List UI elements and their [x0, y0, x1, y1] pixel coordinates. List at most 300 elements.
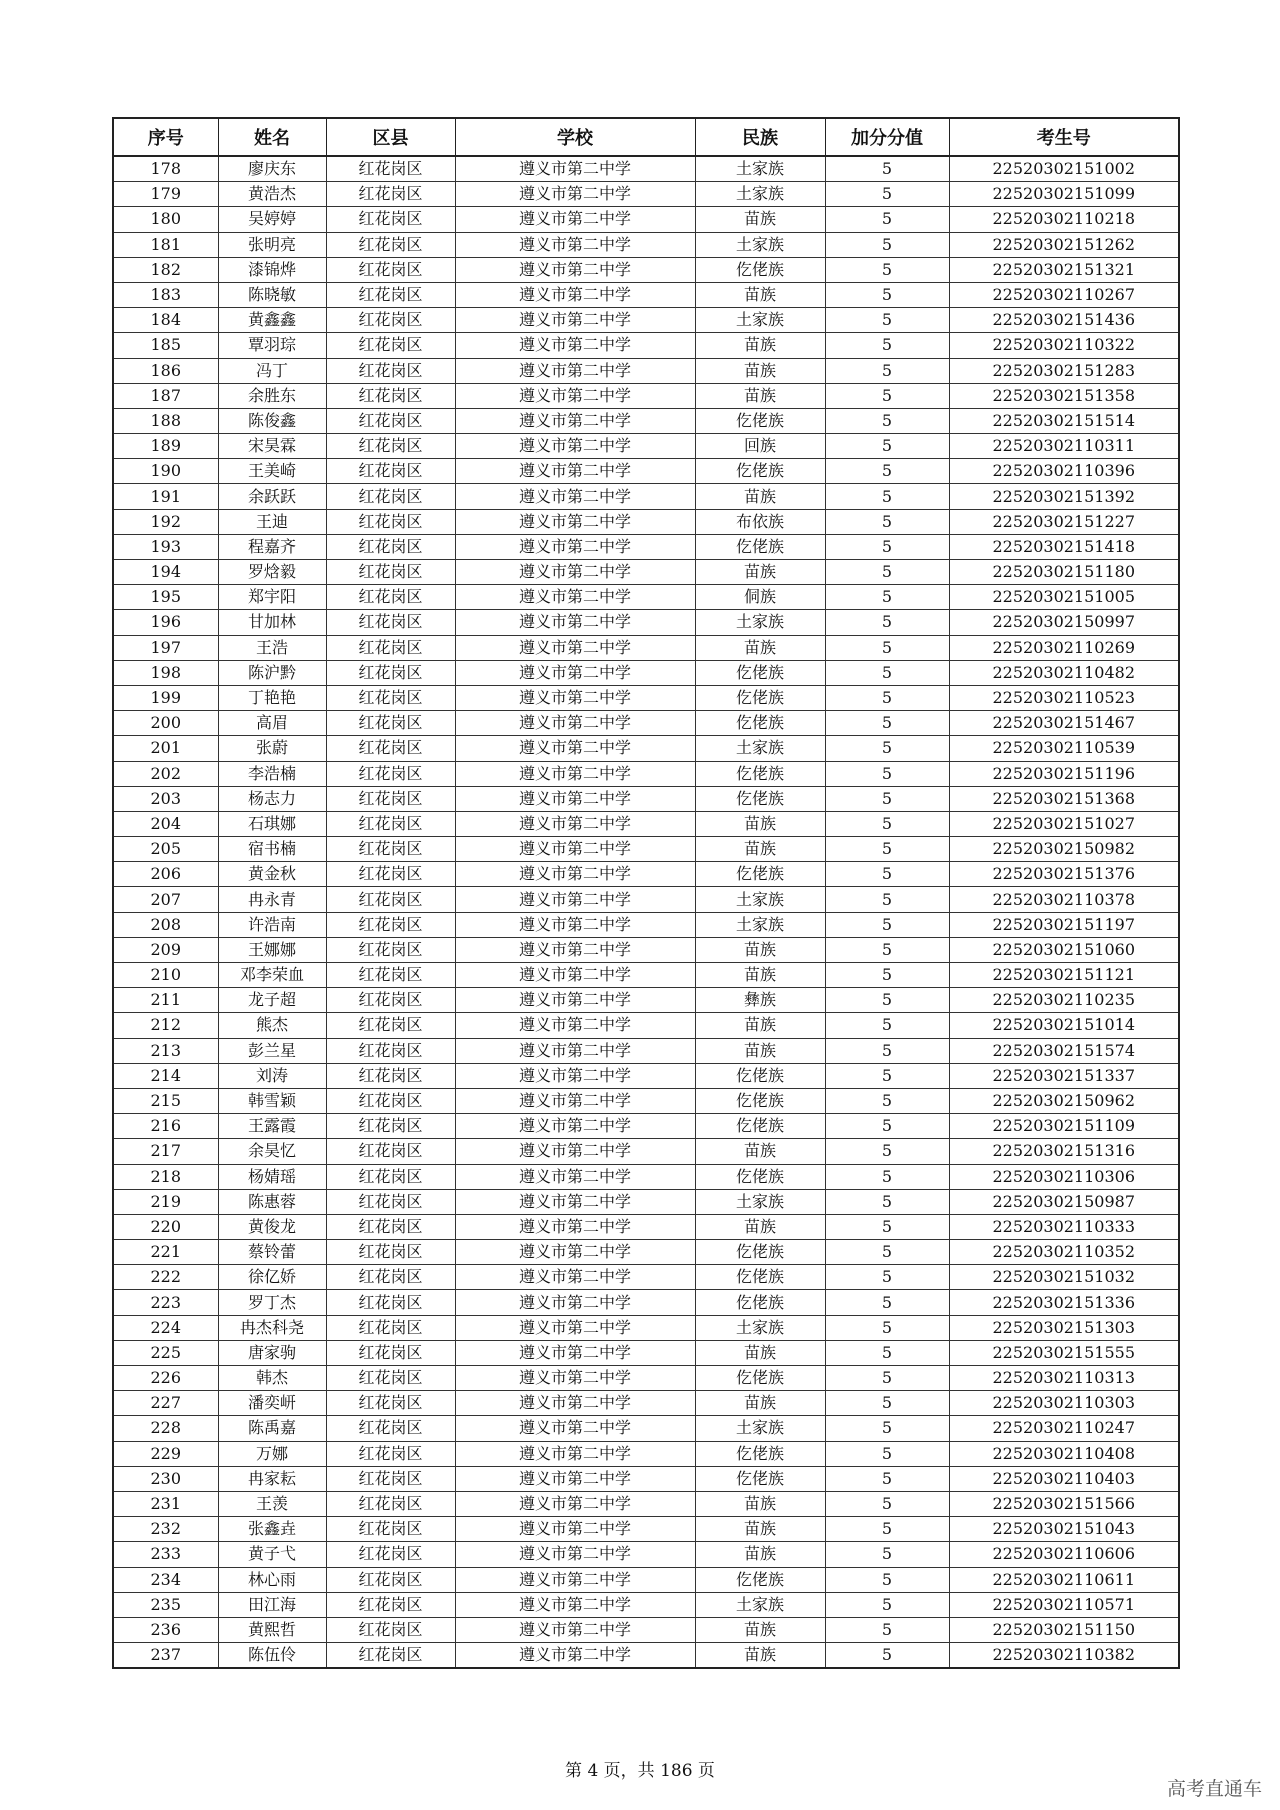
cell-bonus: 5	[825, 635, 949, 660]
cell-school: 遵义市第二中学	[455, 1366, 695, 1391]
cell-school: 遵义市第二中学	[455, 1139, 695, 1164]
cell-district: 红花岗区	[326, 1189, 455, 1214]
table-row	[113, 358, 1179, 383]
cell-name: 张明亮	[218, 232, 326, 257]
cell-school: 遵义市第二中学	[455, 837, 695, 862]
cell-index: 223	[113, 1290, 218, 1315]
cell-name: 黄金秋	[218, 862, 326, 887]
table-row	[113, 786, 1179, 811]
cell-bonus: 5	[825, 912, 949, 937]
table-row	[113, 534, 1179, 559]
cell-index: 236	[113, 1617, 218, 1642]
cell-ethnicity: 土家族	[695, 912, 825, 937]
cell-school: 遵义市第二中学	[455, 912, 695, 937]
header-school: 学校	[455, 118, 695, 156]
cell-index: 200	[113, 711, 218, 736]
cell-exam-id: 22520302150987	[949, 1189, 1179, 1214]
table-row	[113, 1441, 1179, 1466]
cell-district: 红花岗区	[326, 635, 455, 660]
cell-school: 遵义市第二中学	[455, 1416, 695, 1441]
cell-bonus: 5	[825, 156, 949, 182]
cell-exam-id: 22520302151283	[949, 358, 1179, 383]
cell-name: 王迪	[218, 509, 326, 534]
table-row	[113, 1542, 1179, 1567]
cell-name: 王羡	[218, 1491, 326, 1516]
cell-index: 196	[113, 610, 218, 635]
cell-school: 遵义市第二中学	[455, 862, 695, 887]
cell-bonus: 5	[825, 1063, 949, 1088]
cell-ethnicity: 土家族	[695, 887, 825, 912]
cell-district: 红花岗区	[326, 282, 455, 307]
table-row	[113, 610, 1179, 635]
cell-exam-id: 22520302110235	[949, 988, 1179, 1013]
cell-name: 陈俊鑫	[218, 408, 326, 433]
cell-ethnicity: 仡佬族	[695, 1114, 825, 1139]
cell-name: 丁艳艳	[218, 685, 326, 710]
cell-bonus: 5	[825, 1290, 949, 1315]
cell-bonus: 5	[825, 1567, 949, 1592]
cell-district: 红花岗区	[326, 333, 455, 358]
cell-district: 红花岗区	[326, 887, 455, 912]
cell-school: 遵义市第二中学	[455, 1441, 695, 1466]
cell-bonus: 5	[825, 207, 949, 232]
table-row	[113, 1114, 1179, 1139]
cell-school: 遵义市第二中学	[455, 1038, 695, 1063]
table-row	[113, 1214, 1179, 1239]
table-row	[113, 585, 1179, 610]
cell-district: 红花岗区	[326, 685, 455, 710]
cell-ethnicity: 仡佬族	[695, 862, 825, 887]
cell-bonus: 5	[825, 685, 949, 710]
cell-school: 遵义市第二中学	[455, 1290, 695, 1315]
cell-index: 232	[113, 1517, 218, 1542]
cell-ethnicity: 土家族	[695, 610, 825, 635]
cell-bonus: 5	[825, 358, 949, 383]
cell-school: 遵义市第二中学	[455, 156, 695, 182]
cell-district: 红花岗区	[326, 1139, 455, 1164]
cell-bonus: 5	[825, 333, 949, 358]
cell-index: 181	[113, 232, 218, 257]
cell-exam-id: 22520302110403	[949, 1466, 1179, 1491]
cell-school: 遵义市第二中学	[455, 1517, 695, 1542]
cell-ethnicity: 苗族	[695, 358, 825, 383]
cell-exam-id: 22520302110408	[949, 1441, 1179, 1466]
cell-ethnicity: 苗族	[695, 837, 825, 862]
cell-index: 194	[113, 560, 218, 585]
cell-name: 王浩	[218, 635, 326, 660]
cell-ethnicity: 苗族	[695, 560, 825, 585]
cell-school: 遵义市第二中学	[455, 383, 695, 408]
cell-ethnicity: 土家族	[695, 232, 825, 257]
cell-exam-id: 22520302151368	[949, 786, 1179, 811]
cell-name: 熊杰	[218, 1013, 326, 1038]
cell-name: 李浩楠	[218, 761, 326, 786]
table-row	[113, 711, 1179, 736]
cell-bonus: 5	[825, 1441, 949, 1466]
cell-exam-id: 22520302151109	[949, 1114, 1179, 1139]
cell-bonus: 5	[825, 988, 949, 1013]
cell-school: 遵义市第二中学	[455, 1643, 695, 1669]
cell-index: 224	[113, 1315, 218, 1340]
cell-district: 红花岗区	[326, 232, 455, 257]
cell-ethnicity: 仡佬族	[695, 408, 825, 433]
cell-school: 遵义市第二中学	[455, 610, 695, 635]
cell-school: 遵义市第二中学	[455, 1542, 695, 1567]
cell-index: 216	[113, 1114, 218, 1139]
cell-school: 遵义市第二中学	[455, 257, 695, 282]
cell-school: 遵义市第二中学	[455, 207, 695, 232]
cell-district: 红花岗区	[326, 610, 455, 635]
cell-ethnicity: 苗族	[695, 383, 825, 408]
cell-name: 陈惠蓉	[218, 1189, 326, 1214]
cell-school: 遵义市第二中学	[455, 459, 695, 484]
table-row	[113, 484, 1179, 509]
cell-district: 红花岗区	[326, 383, 455, 408]
cell-bonus: 5	[825, 308, 949, 333]
cell-index: 231	[113, 1491, 218, 1516]
cell-name: 漆锦烨	[218, 257, 326, 282]
table-row	[113, 182, 1179, 207]
cell-bonus: 5	[825, 1139, 949, 1164]
cell-index: 187	[113, 383, 218, 408]
cell-name: 高眉	[218, 711, 326, 736]
cell-exam-id: 22520302110218	[949, 207, 1179, 232]
cell-bonus: 5	[825, 1491, 949, 1516]
table-row	[113, 761, 1179, 786]
cell-school: 遵义市第二中学	[455, 660, 695, 685]
cell-district: 红花岗区	[326, 459, 455, 484]
cell-school: 遵义市第二中学	[455, 1391, 695, 1416]
cell-index: 218	[113, 1164, 218, 1189]
table-row	[113, 1366, 1179, 1391]
table-row	[113, 1013, 1179, 1038]
cell-name: 蔡铃蕾	[218, 1240, 326, 1265]
cell-bonus: 5	[825, 786, 949, 811]
cell-bonus: 5	[825, 963, 949, 988]
cell-bonus: 5	[825, 862, 949, 887]
cell-district: 红花岗区	[326, 1013, 455, 1038]
cell-school: 遵义市第二中学	[455, 937, 695, 962]
cell-bonus: 5	[825, 761, 949, 786]
cell-exam-id: 22520302151180	[949, 560, 1179, 585]
cell-school: 遵义市第二中学	[455, 1189, 695, 1214]
cell-exam-id: 22520302151099	[949, 182, 1179, 207]
cell-school: 遵义市第二中学	[455, 786, 695, 811]
cell-name: 冯丁	[218, 358, 326, 383]
cell-bonus: 5	[825, 1416, 949, 1441]
header-ethnicity: 民族	[695, 118, 825, 156]
cell-exam-id: 22520302110333	[949, 1214, 1179, 1239]
cell-index: 184	[113, 308, 218, 333]
cell-index: 217	[113, 1139, 218, 1164]
cell-name: 杨志力	[218, 786, 326, 811]
cell-name: 余胜东	[218, 383, 326, 408]
cell-bonus: 5	[825, 1366, 949, 1391]
cell-bonus: 5	[825, 408, 949, 433]
cell-school: 遵义市第二中学	[455, 1114, 695, 1139]
cell-ethnicity: 土家族	[695, 182, 825, 207]
cell-district: 红花岗区	[326, 711, 455, 736]
cell-name: 冉家耘	[218, 1466, 326, 1491]
cell-ethnicity: 仡佬族	[695, 1366, 825, 1391]
cell-name: 陈禹嘉	[218, 1416, 326, 1441]
cell-index: 204	[113, 811, 218, 836]
cell-ethnicity: 苗族	[695, 1214, 825, 1239]
cell-exam-id: 22520302110313	[949, 1366, 1179, 1391]
cell-name: 潘奕岍	[218, 1391, 326, 1416]
cell-ethnicity: 仡佬族	[695, 1088, 825, 1113]
cell-school: 遵义市第二中学	[455, 736, 695, 761]
cell-bonus: 5	[825, 1643, 949, 1669]
cell-district: 红花岗区	[326, 786, 455, 811]
cell-ethnicity: 回族	[695, 434, 825, 459]
cell-bonus: 5	[825, 1240, 949, 1265]
cell-district: 红花岗区	[326, 358, 455, 383]
table-row	[113, 1189, 1179, 1214]
cell-school: 遵义市第二中学	[455, 1013, 695, 1038]
cell-district: 红花岗区	[326, 257, 455, 282]
cell-district: 红花岗区	[326, 156, 455, 182]
cell-exam-id: 22520302110267	[949, 282, 1179, 307]
cell-index: 207	[113, 887, 218, 912]
cell-exam-id: 22520302110539	[949, 736, 1179, 761]
cell-district: 红花岗区	[326, 308, 455, 333]
cell-exam-id: 22520302151014	[949, 1013, 1179, 1038]
cell-school: 遵义市第二中学	[455, 1592, 695, 1617]
cell-district: 红花岗区	[326, 1088, 455, 1113]
cell-school: 遵义市第二中学	[455, 484, 695, 509]
cell-index: 233	[113, 1542, 218, 1567]
cell-exam-id: 22520302151043	[949, 1517, 1179, 1542]
cell-name: 田江海	[218, 1592, 326, 1617]
table-row	[113, 1517, 1179, 1542]
table-row	[113, 811, 1179, 836]
table-row	[113, 1164, 1179, 1189]
cell-exam-id: 22520302151436	[949, 308, 1179, 333]
cell-name: 黄子弋	[218, 1542, 326, 1567]
cell-school: 遵义市第二中学	[455, 1567, 695, 1592]
header-exam-id: 考生号	[949, 118, 1179, 156]
cell-school: 遵义市第二中学	[455, 1063, 695, 1088]
cell-name: 王美崎	[218, 459, 326, 484]
cell-bonus: 5	[825, 484, 949, 509]
cell-ethnicity: 彝族	[695, 988, 825, 1013]
header-index: 序号	[113, 118, 218, 156]
cell-name: 张蔚	[218, 736, 326, 761]
table-row	[113, 1340, 1179, 1365]
table-row	[113, 736, 1179, 761]
table-row	[113, 1567, 1179, 1592]
cell-ethnicity: 仡佬族	[695, 1290, 825, 1315]
cell-district: 红花岗区	[326, 408, 455, 433]
cell-school: 遵义市第二中学	[455, 887, 695, 912]
table-row	[113, 434, 1179, 459]
cell-exam-id: 22520302151150	[949, 1617, 1179, 1642]
cell-index: 202	[113, 761, 218, 786]
cell-ethnicity: 仡佬族	[695, 1265, 825, 1290]
cell-exam-id: 22520302151514	[949, 408, 1179, 433]
cell-index: 212	[113, 1013, 218, 1038]
cell-school: 遵义市第二中学	[455, 232, 695, 257]
table-row	[113, 862, 1179, 887]
cell-ethnicity: 苗族	[695, 1617, 825, 1642]
cell-ethnicity: 土家族	[695, 1315, 825, 1340]
cell-name: 程嘉齐	[218, 534, 326, 559]
cell-bonus: 5	[825, 1114, 949, 1139]
cell-index: 234	[113, 1567, 218, 1592]
cell-exam-id: 22520302110247	[949, 1416, 1179, 1441]
cell-index: 179	[113, 182, 218, 207]
cell-school: 遵义市第二中学	[455, 1491, 695, 1516]
cell-school: 遵义市第二中学	[455, 358, 695, 383]
cell-bonus: 5	[825, 937, 949, 962]
cell-bonus: 5	[825, 1592, 949, 1617]
cell-exam-id: 22520302110322	[949, 333, 1179, 358]
cell-district: 红花岗区	[326, 988, 455, 1013]
cell-index: 226	[113, 1366, 218, 1391]
cell-name: 廖庆东	[218, 156, 326, 182]
table-row	[113, 837, 1179, 862]
cell-bonus: 5	[825, 1189, 949, 1214]
cell-index: 185	[113, 333, 218, 358]
cell-ethnicity: 土家族	[695, 308, 825, 333]
cell-index: 219	[113, 1189, 218, 1214]
table-row	[113, 685, 1179, 710]
cell-district: 红花岗区	[326, 1491, 455, 1516]
cell-index: 199	[113, 685, 218, 710]
cell-exam-id: 22520302110382	[949, 1643, 1179, 1669]
table-row	[113, 912, 1179, 937]
table-row	[113, 257, 1179, 282]
cell-index: 178	[113, 156, 218, 182]
cell-bonus: 5	[825, 1617, 949, 1642]
cell-district: 红花岗区	[326, 182, 455, 207]
cell-name: 韩杰	[218, 1366, 326, 1391]
cell-index: 206	[113, 862, 218, 887]
cell-district: 红花岗区	[326, 585, 455, 610]
cell-school: 遵义市第二中学	[455, 1315, 695, 1340]
cell-school: 遵义市第二中学	[455, 1617, 695, 1642]
cell-exam-id: 22520302110482	[949, 660, 1179, 685]
table-row	[113, 963, 1179, 988]
cell-exam-id: 22520302151005	[949, 585, 1179, 610]
cell-district: 红花岗区	[326, 1517, 455, 1542]
cell-bonus: 5	[825, 1013, 949, 1038]
cell-ethnicity: 仡佬族	[695, 534, 825, 559]
cell-index: 180	[113, 207, 218, 232]
cell-school: 遵义市第二中学	[455, 711, 695, 736]
cell-index: 230	[113, 1466, 218, 1491]
cell-district: 红花岗区	[326, 207, 455, 232]
cell-ethnicity: 仡佬族	[695, 1164, 825, 1189]
cell-school: 遵义市第二中学	[455, 308, 695, 333]
cell-bonus: 5	[825, 534, 949, 559]
cell-name: 龙子超	[218, 988, 326, 1013]
cell-index: 183	[113, 282, 218, 307]
cell-index: 208	[113, 912, 218, 937]
cell-school: 遵义市第二中学	[455, 1088, 695, 1113]
cell-bonus: 5	[825, 711, 949, 736]
cell-index: 182	[113, 257, 218, 282]
cell-name: 许浩南	[218, 912, 326, 937]
cell-bonus: 5	[825, 459, 949, 484]
table-row	[113, 232, 1179, 257]
cell-school: 遵义市第二中学	[455, 1240, 695, 1265]
cell-bonus: 5	[825, 434, 949, 459]
cell-name: 罗焓毅	[218, 560, 326, 585]
cell-exam-id: 22520302110311	[949, 434, 1179, 459]
table-row	[113, 937, 1179, 962]
cell-bonus: 5	[825, 383, 949, 408]
cell-bonus: 5	[825, 1265, 949, 1290]
cell-school: 遵义市第二中学	[455, 1340, 695, 1365]
cell-ethnicity: 苗族	[695, 1491, 825, 1516]
table-row	[113, 1063, 1179, 1088]
cell-index: 235	[113, 1592, 218, 1617]
cell-district: 红花岗区	[326, 1164, 455, 1189]
cell-district: 红花岗区	[326, 1617, 455, 1642]
cell-name: 刘涛	[218, 1063, 326, 1088]
cell-index: 221	[113, 1240, 218, 1265]
table-row	[113, 1290, 1179, 1315]
cell-index: 205	[113, 837, 218, 862]
cell-bonus: 5	[825, 1164, 949, 1189]
cell-name: 黄俊龙	[218, 1214, 326, 1239]
cell-exam-id: 22520302151196	[949, 761, 1179, 786]
table-row	[113, 509, 1179, 534]
roster-table	[112, 117, 1180, 1669]
cell-exam-id: 22520302151336	[949, 1290, 1179, 1315]
table-row	[113, 635, 1179, 660]
cell-bonus: 5	[825, 610, 949, 635]
table-row	[113, 1391, 1179, 1416]
cell-ethnicity: 苗族	[695, 333, 825, 358]
cell-index: 209	[113, 937, 218, 962]
cell-ethnicity: 苗族	[695, 484, 825, 509]
cell-district: 红花岗区	[326, 811, 455, 836]
cell-exam-id: 22520302151321	[949, 257, 1179, 282]
cell-index: 220	[113, 1214, 218, 1239]
cell-bonus: 5	[825, 1391, 949, 1416]
cell-exam-id: 22520302151566	[949, 1491, 1179, 1516]
cell-name: 甘加林	[218, 610, 326, 635]
table-row	[113, 560, 1179, 585]
cell-bonus: 5	[825, 182, 949, 207]
cell-school: 遵义市第二中学	[455, 333, 695, 358]
cell-bonus: 5	[825, 1517, 949, 1542]
cell-name: 张鑫垚	[218, 1517, 326, 1542]
cell-name: 余跃跃	[218, 484, 326, 509]
cell-exam-id: 22520302151060	[949, 937, 1179, 962]
cell-exam-id: 22520302151316	[949, 1139, 1179, 1164]
cell-school: 遵义市第二中学	[455, 1466, 695, 1491]
cell-exam-id: 22520302110306	[949, 1164, 1179, 1189]
cell-ethnicity: 苗族	[695, 963, 825, 988]
cell-bonus: 5	[825, 1340, 949, 1365]
cell-district: 红花岗区	[326, 484, 455, 509]
cell-bonus: 5	[825, 232, 949, 257]
cell-exam-id: 22520302151337	[949, 1063, 1179, 1088]
header-district: 区县	[326, 118, 455, 156]
table-row	[113, 1240, 1179, 1265]
cell-district: 红花岗区	[326, 1290, 455, 1315]
cell-name: 徐亿娇	[218, 1265, 326, 1290]
table-row	[113, 1592, 1179, 1617]
cell-district: 红花岗区	[326, 1643, 455, 1669]
cell-ethnicity: 仡佬族	[695, 786, 825, 811]
cell-name: 黄浩杰	[218, 182, 326, 207]
cell-bonus: 5	[825, 282, 949, 307]
